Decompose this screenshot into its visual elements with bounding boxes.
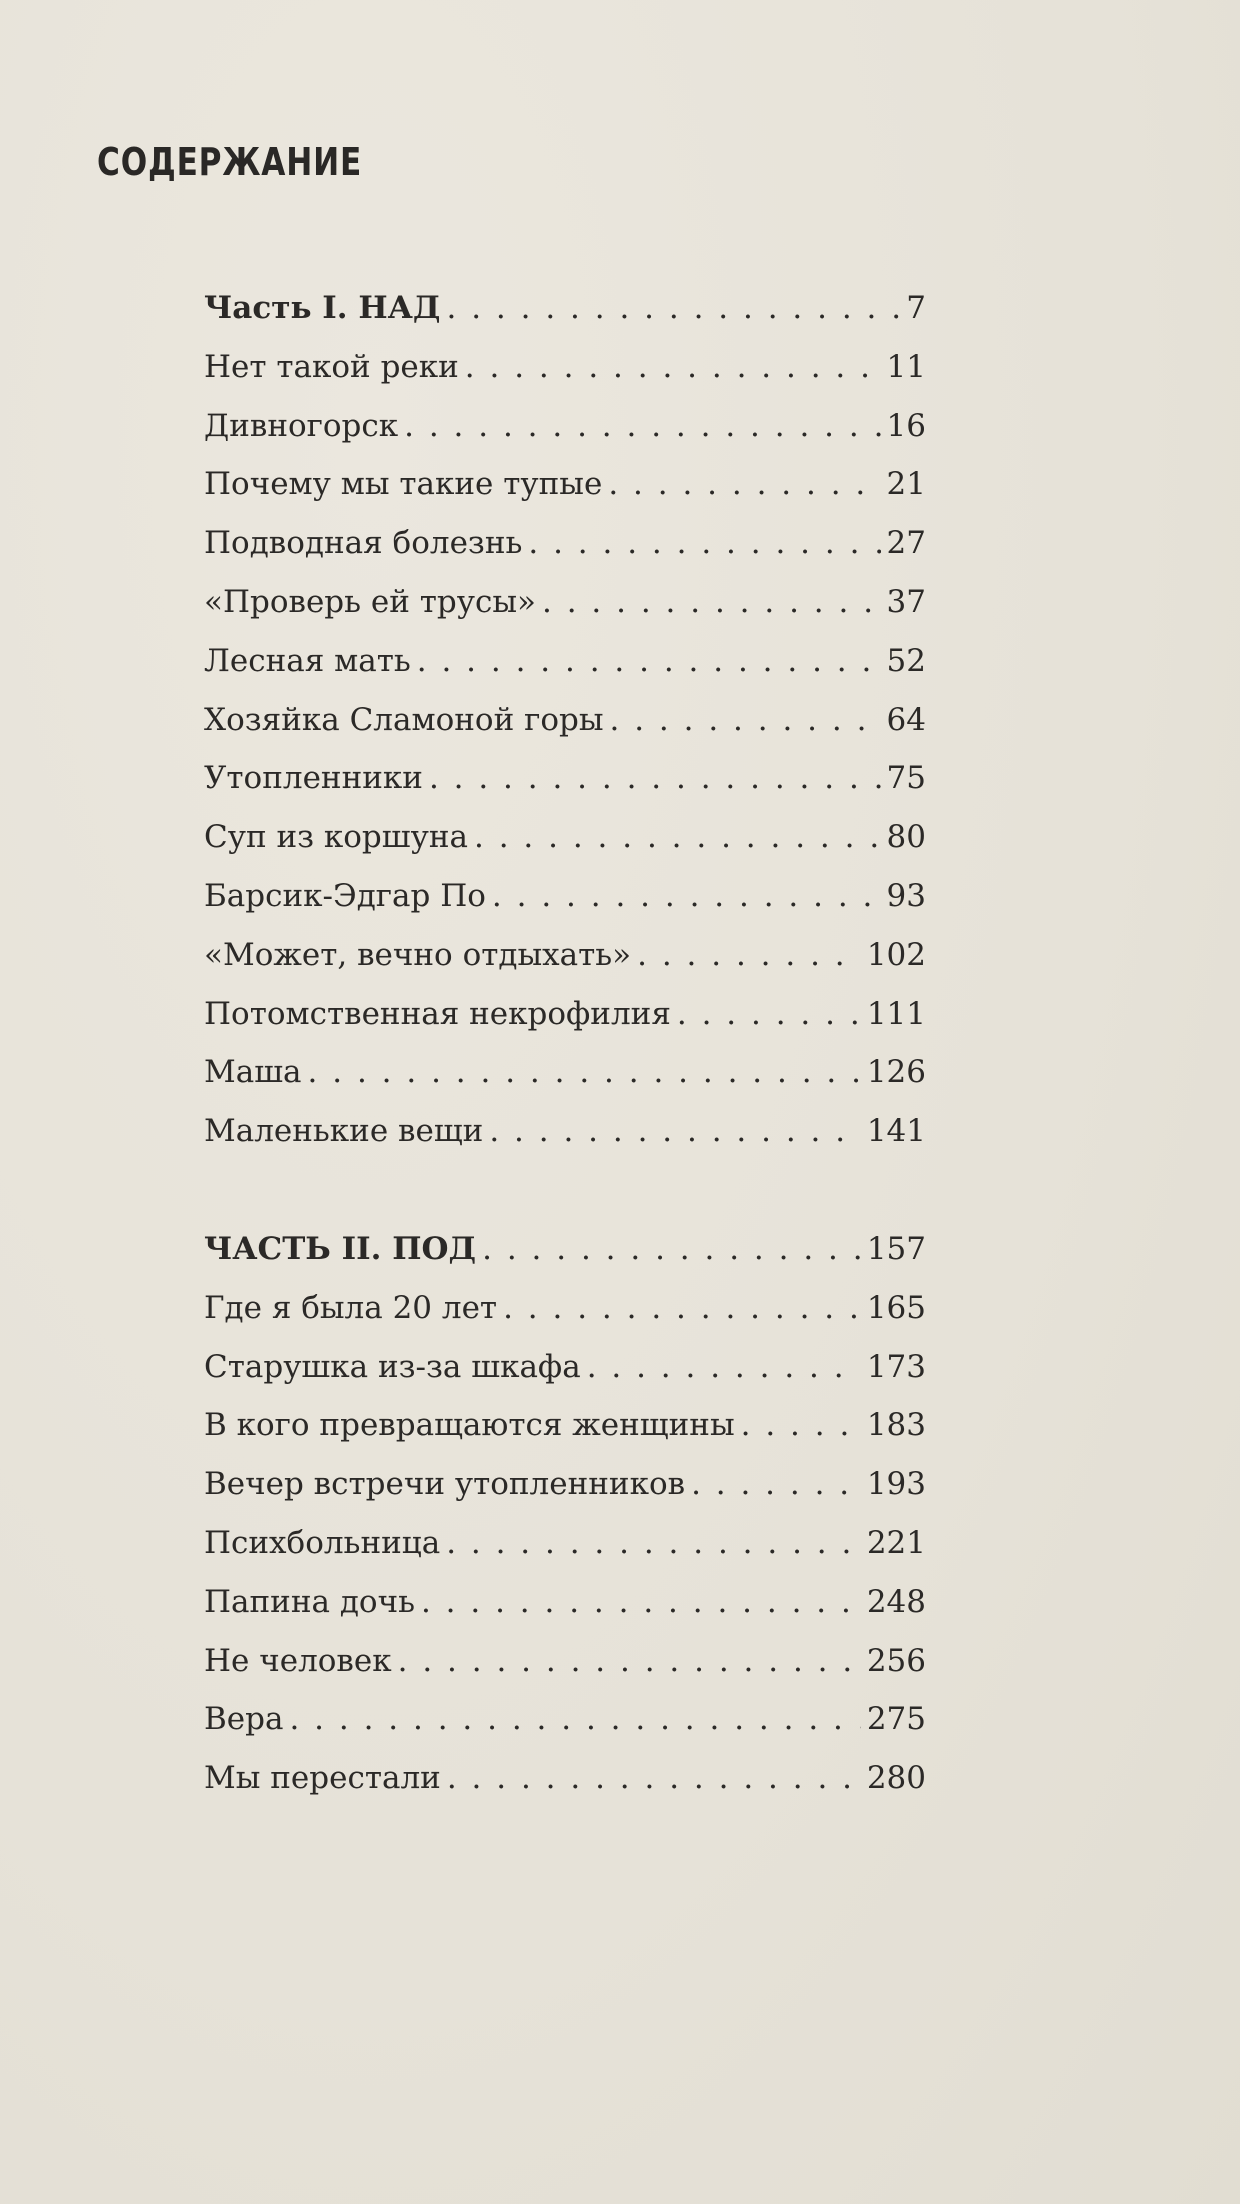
toc-entry [204,702,926,761]
toc-page-number: 256 [866,1642,926,1679]
toc-entry-title: Дивногорск [204,407,399,444]
dot-leader [447,290,901,326]
dot-leader [610,702,881,738]
dot-leader [429,760,881,796]
section-gap [204,1172,926,1231]
dot-leader [465,349,881,385]
toc-entry [204,1584,926,1643]
toc-entry [204,1643,926,1702]
dot-leader [587,1349,861,1385]
toc-entry [204,878,926,937]
toc-entry [204,643,926,702]
toc-entry-title: Вечер встречи утопленников [204,1466,686,1503]
dot-leader [741,1407,861,1443]
dot-leader [691,1466,861,1502]
toc-entry-title: Барсик-Эдгар По [204,877,486,914]
toc-page-number: 221 [866,1524,926,1561]
toc-part-title: Часть I. НАД [204,290,441,326]
toc-entry-title: Не человек [204,1642,392,1679]
toc-entry-title: Утопленники [204,760,423,797]
toc-page-number: 93 [886,877,926,914]
toc-part-title: ЧАСТЬ II. ПОД [204,1230,477,1267]
toc-page-number: 165 [866,1289,926,1326]
toc-page-number: 7 [906,290,926,326]
toc-page-number: 37 [886,583,926,620]
toc-entry-title: Потомственная некрофилия [204,995,671,1032]
toc-part-2 [204,1231,926,1290]
dot-leader [404,408,880,444]
toc-page-number: 280 [866,1760,926,1797]
toc-entry [204,937,926,996]
toc-page-number: 173 [866,1348,926,1385]
toc-entry-title: Папина дочь [204,1583,415,1620]
dot-leader [637,937,861,973]
dot-leader [608,466,880,502]
dot-leader [542,584,881,620]
toc-entry-title: «Проверь ей трусы» [204,583,536,620]
dot-leader [482,1231,861,1267]
dot-leader [677,996,861,1032]
toc-page-number: 16 [886,407,926,444]
toc-entry-title: В кого превращаются женщины [204,1407,735,1444]
dot-leader [308,1054,861,1090]
toc-page-number: 52 [886,642,926,679]
toc-entry [204,1290,926,1349]
toc-entry-title: Маша [204,1054,302,1091]
dot-leader [447,1760,861,1796]
toc-entry-title: Нет такой реки [204,348,459,385]
toc-entry-title: Лесная мать [204,642,411,679]
toc-page-number: 80 [886,819,926,856]
toc-entry-title: «Может, вечно отдыхать» [204,936,632,973]
toc-entry [204,1349,926,1408]
toc-entry [204,1407,926,1466]
toc-entry-title: Старушка из-за шкафа [204,1348,581,1385]
toc-entry-title: Мы перестали [204,1760,441,1797]
toc-entry [204,760,926,819]
toc-entry-title: Подводная болезнь [204,525,523,562]
dot-leader [446,1525,861,1561]
toc-entry [204,1525,926,1584]
table-of-contents [204,290,926,1819]
toc-entry [204,1760,926,1819]
toc-entry [204,996,926,1055]
toc-entry-title: Психбольница [204,1524,441,1561]
toc-entry-title: Почему мы такие тупые [204,466,603,503]
toc-entry [204,349,926,408]
toc-page-number: 75 [886,760,926,797]
toc-page-number: 21 [886,466,926,503]
dot-leader [503,1290,861,1326]
toc-entry-title: Вера [204,1701,284,1738]
toc-entry [204,819,926,878]
toc-page-number: 248 [866,1583,926,1620]
dot-leader [492,878,881,914]
toc-entry [204,525,926,584]
dot-leader [289,1701,860,1737]
toc-page-number: 126 [866,1054,926,1091]
toc-page-number: 183 [866,1407,926,1444]
toc-entry-title: Где я была 20 лет [204,1289,498,1326]
dot-leader [528,525,880,561]
toc-page-number: 157 [866,1230,926,1267]
toc-entry [204,408,926,467]
toc-entry [204,584,926,643]
dot-leader [417,643,881,679]
dot-leader [421,1584,861,1620]
toc-entry [204,1701,926,1760]
toc-part-1 [204,290,926,349]
toc-entry-title: Хозяйка Сламоной горы [204,701,604,738]
toc-page-number: 193 [866,1466,926,1503]
toc-page-number: 11 [886,348,926,385]
toc-entry [204,466,926,525]
toc-entry [204,1113,926,1172]
toc-page-number: 64 [886,701,926,738]
dot-leader [474,819,881,855]
toc-heading: СОДЕРЖАНИЕ [97,140,363,184]
toc-page-number: 102 [866,936,926,973]
toc-page-number: 27 [886,525,926,562]
toc-entry-title: Суп из коршуна [204,819,468,856]
toc-entry [204,1466,926,1525]
toc-entry-title: Маленькие вещи [204,1113,484,1150]
toc-page-number: 275 [866,1701,926,1738]
toc-page-number: 111 [866,995,926,1032]
dot-leader [489,1113,861,1149]
toc-entry [204,1054,926,1113]
dot-leader [398,1643,861,1679]
toc-page-number: 141 [866,1113,926,1150]
